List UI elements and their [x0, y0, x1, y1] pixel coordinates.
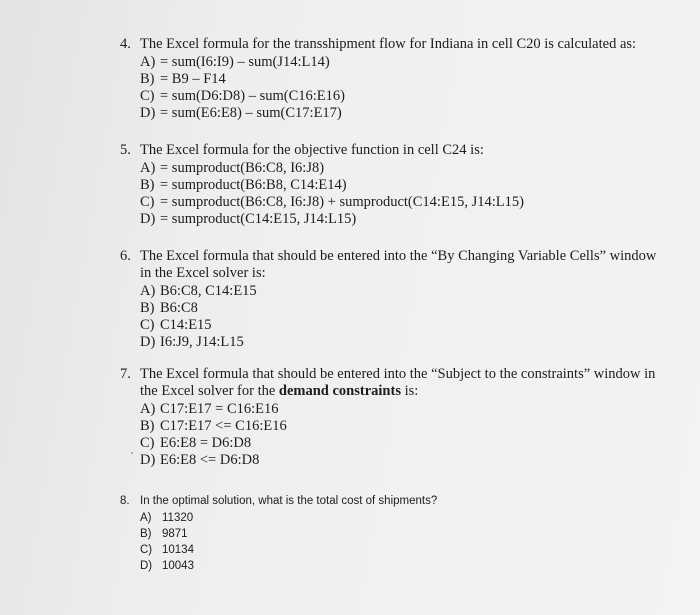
question-number: 7. [120, 366, 131, 382]
question-text-continued [120, 383, 680, 400]
option-letter: C) [140, 88, 155, 104]
option-letter: C) [140, 317, 155, 333]
option-letter: D) [140, 560, 153, 572]
question-text: The Excel formula for the objective function in cell C24 is: [140, 142, 484, 158]
question-text: In the optimal solution, what is the total cost of shipments? [140, 495, 438, 507]
question-text-part: is: [400, 383, 419, 399]
option-d [140, 452, 680, 469]
option-text: = sumproduct(B6:C8, I6:J8) [160, 160, 325, 176]
option-letter: B) [140, 177, 155, 193]
option-text: = sum(I6:I9) – sum(J14:L14) [160, 54, 330, 70]
option-letter: D) [140, 105, 156, 121]
option-c [140, 194, 680, 211]
option-text: C17:E17 <= C16:E16 [160, 418, 287, 434]
question-number: 5. [120, 142, 131, 158]
option-text: = sumproduct(B6:B8, C14:E14) [160, 177, 347, 193]
option-a [140, 54, 680, 71]
question-5 [120, 142, 680, 228]
question-number: 8. [120, 495, 130, 507]
question-text-emphasis: demand constraints [278, 383, 401, 399]
option-text: = sumproduct(B6:C8, I6:J8) + sumproduct(C14:E15, J14:L15) [160, 194, 524, 210]
option-c [140, 317, 680, 334]
option-b [140, 300, 680, 317]
question-text: The Excel formula that should be entered into the “Subject to the constraints” window in [140, 366, 656, 382]
question-text: The Excel formula for the transshipment flow for Indiana in cell C20 is calculated as: [140, 36, 637, 52]
option-letter: D) [140, 452, 156, 468]
option-a [140, 160, 680, 177]
question-text: The Excel formula that should be entered into the “By Changing Variable Cells” window [140, 248, 657, 264]
option-letter: B) [140, 528, 152, 540]
option-c [140, 435, 680, 452]
option-text: 10134 [162, 544, 194, 556]
option-a [140, 283, 680, 300]
option-list [120, 283, 680, 351]
option-letter: C) [140, 435, 155, 451]
option-letter: A) [140, 401, 156, 417]
question-7 [120, 366, 680, 469]
question-8 [120, 493, 680, 574]
option-letter: A) [140, 512, 152, 524]
option-text: C17:E17 = C16:E16 [160, 401, 279, 417]
question-6 [120, 248, 680, 351]
option-text: I6:J9, J14:L15 [160, 334, 244, 350]
question-number: 4. [120, 36, 131, 52]
option-list [120, 54, 680, 122]
question-text-continued: in the Excel solver is: [140, 265, 266, 281]
option-b [140, 526, 680, 542]
option-text: 11320 [162, 512, 194, 524]
option-d [140, 211, 680, 228]
option-letter: D) [140, 334, 156, 350]
option-b [140, 177, 680, 194]
option-d [140, 105, 680, 122]
option-letter: C) [140, 544, 153, 556]
option-a [140, 510, 680, 526]
option-letter: A) [140, 283, 156, 299]
option-c [140, 88, 680, 105]
option-letter: A) [140, 54, 156, 70]
option-d [140, 334, 680, 351]
option-text: E6:E8 <= D6:D8 [160, 452, 260, 468]
option-letter: C) [140, 194, 155, 210]
option-text: E6:E8 = D6:D8 [160, 435, 252, 451]
option-list [120, 401, 680, 469]
option-text: = sum(D6:D8) – sum(C16:E16) [160, 88, 345, 104]
option-text: 9871 [162, 528, 188, 540]
option-b [140, 418, 680, 435]
option-text: C14:E15 [160, 317, 212, 333]
option-b [140, 71, 680, 88]
option-text: B6:C8 [160, 300, 198, 316]
question-number: 6. [120, 248, 131, 264]
option-text: B6:C8, C14:E15 [160, 283, 257, 299]
option-text: = sumproduct(C14:E15, J14:L15) [160, 211, 357, 227]
option-text: = B9 – F14 [160, 71, 226, 87]
option-c [140, 542, 680, 558]
question-4 [120, 36, 680, 122]
option-a [140, 401, 680, 418]
option-letter: B) [140, 71, 155, 87]
option-letter: B) [140, 418, 155, 434]
option-list [120, 160, 680, 228]
option-d [140, 558, 680, 574]
option-letter: D) [140, 211, 156, 227]
stray-mark [131, 452, 133, 454]
option-text: 10043 [162, 560, 194, 572]
option-letter: A) [140, 160, 156, 176]
option-letter: B) [140, 300, 155, 316]
question-text-part: the Excel solver for the [140, 383, 279, 399]
option-text: = sum(E6:E8) – sum(C17:E17) [160, 105, 342, 121]
option-list [120, 510, 680, 574]
